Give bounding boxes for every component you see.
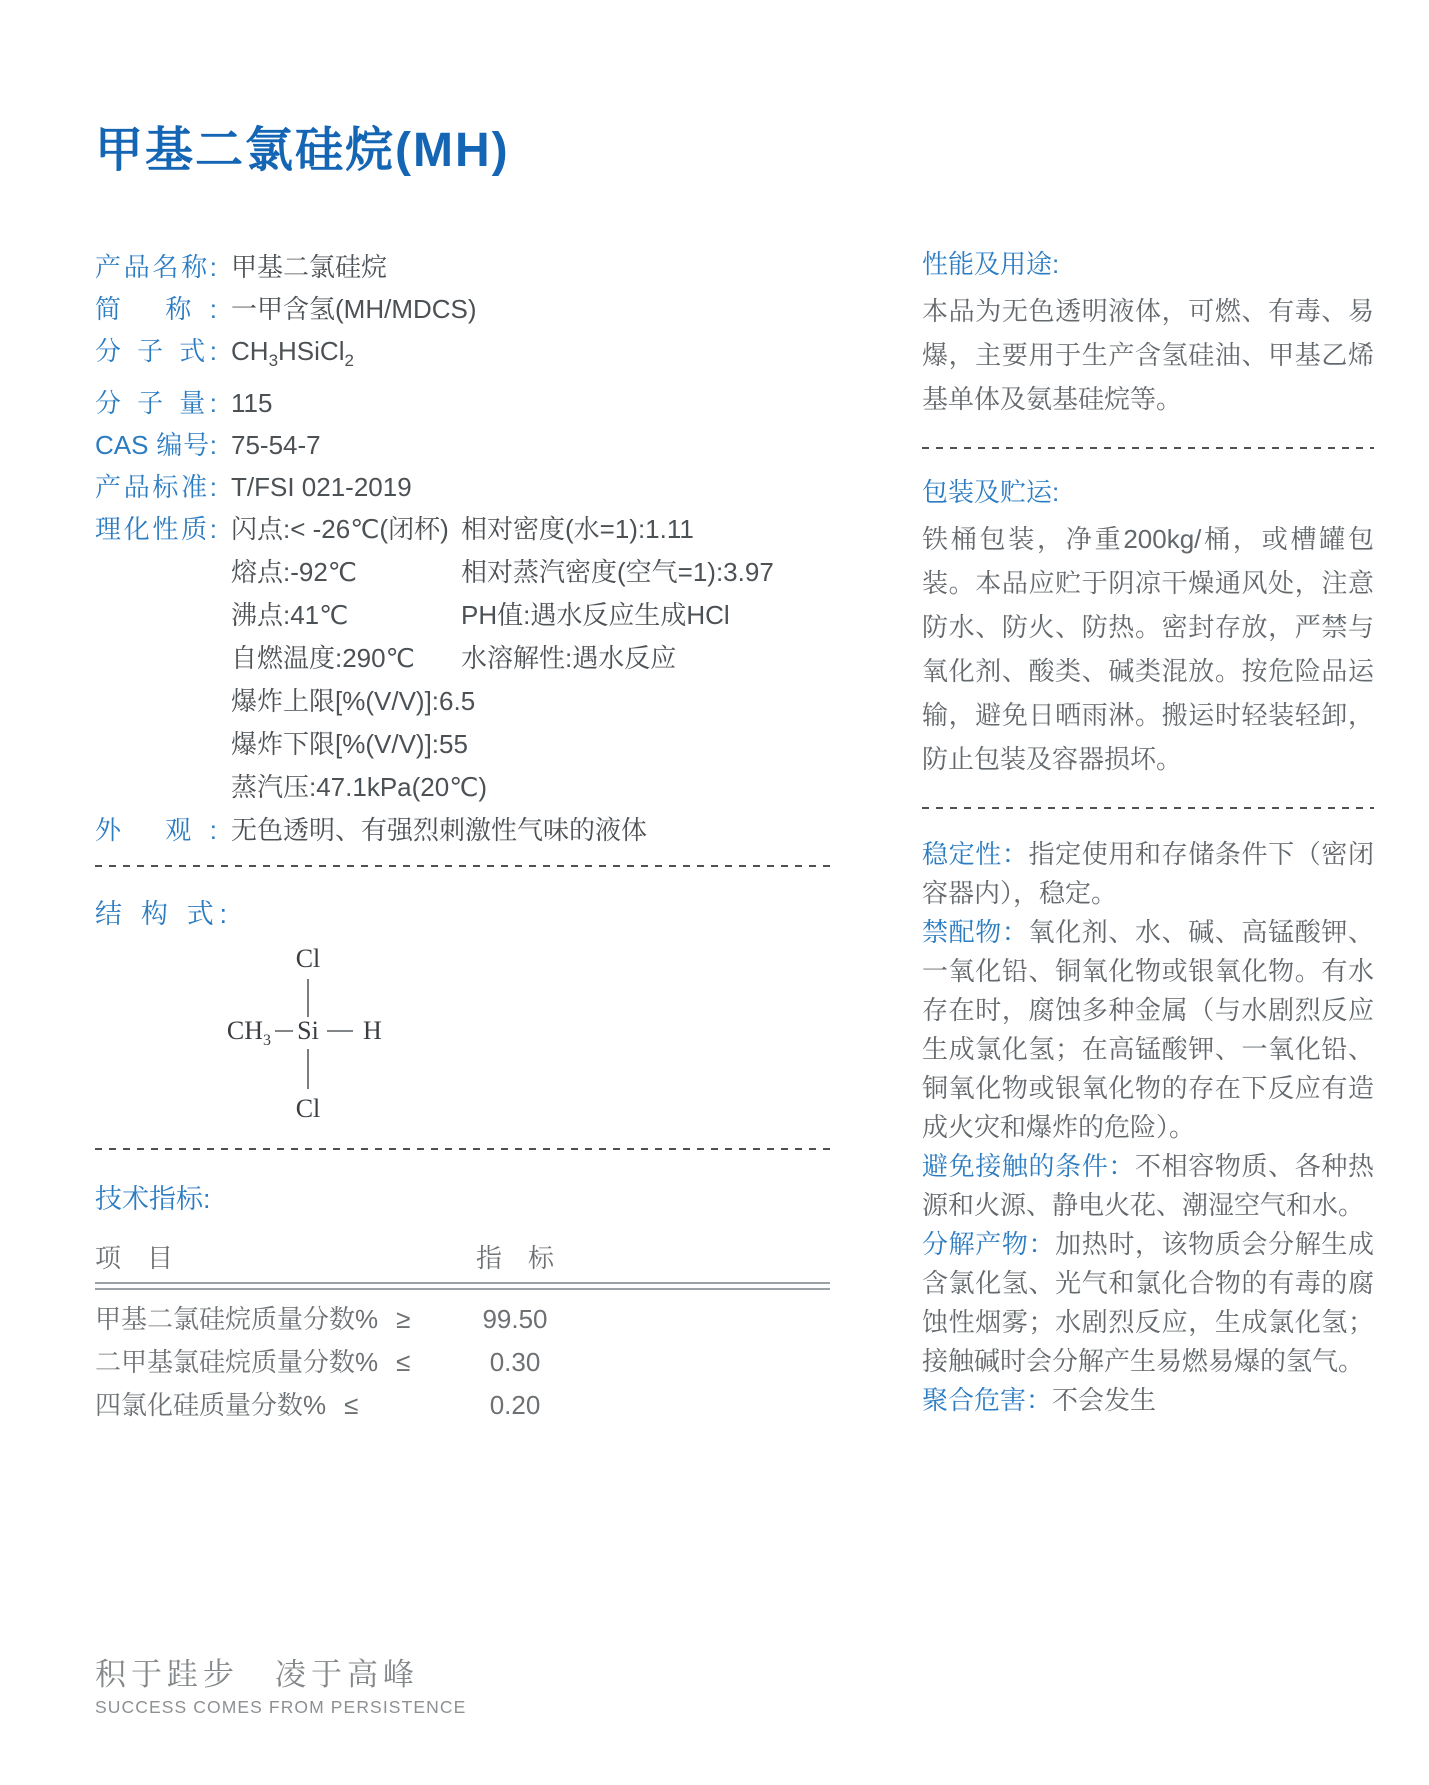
physchem-grid xyxy=(231,508,835,809)
safety-text: 指定使用和存储条件下（密闭容器内），稳定。 xyxy=(922,839,1374,908)
packaging-heading: 包装及贮运: xyxy=(922,477,1060,507)
atom-cl-top: Cl xyxy=(295,944,321,974)
physchem-item: 自燃温度:290℃ xyxy=(231,643,415,674)
left-column xyxy=(95,246,835,1427)
structure-formula-diagram xyxy=(213,937,835,1134)
physchem-item: 熔点:-92℃ xyxy=(231,557,358,588)
formula-subscript: 2 xyxy=(344,351,354,371)
dashed-divider xyxy=(922,807,1374,809)
spec-label: 分 子 式: xyxy=(95,336,217,366)
safety-label: 分解产物： xyxy=(922,1229,1056,1259)
safety-paragraph-conditions-to-avoid xyxy=(922,1147,1374,1225)
spec-value: T/FSI 021-2019 xyxy=(231,472,412,503)
atom-si: Si xyxy=(297,1016,319,1046)
structure-svg xyxy=(213,937,513,1129)
footer xyxy=(95,1658,466,1718)
spec-label: 简 称: xyxy=(95,294,217,324)
table-cell-item: 四氯化硅质量分数% xyxy=(95,1390,327,1421)
safety-label: 聚合危害： xyxy=(922,1385,1053,1415)
physchem-item: 水溶解性:遇水反应 xyxy=(461,643,677,674)
comparison-operator: ≤ xyxy=(396,1347,411,1378)
formula-part: HSiCl xyxy=(278,336,345,366)
safety-paragraph-polymerization xyxy=(922,1381,1374,1420)
spec-value: 115 xyxy=(231,388,273,419)
physchem-item xyxy=(461,766,835,809)
tech-indicators-heading: 技术指标: xyxy=(95,1184,211,1215)
physchem-item: 相对蒸汽密度(空气=1):3.97 xyxy=(461,557,774,588)
footer-slogan-chinese: 积于跬步 凌于高峰 xyxy=(95,1657,419,1692)
safety-label: 稳定性： xyxy=(922,839,1029,869)
table-cell-value: 0.20 xyxy=(489,1390,541,1421)
physchem-item: 沸点:41℃ xyxy=(231,600,349,631)
table-row xyxy=(95,1298,830,1341)
spec-row-physchem xyxy=(95,508,835,809)
physchem-item: 蒸汽压:47.1kPa(20℃) xyxy=(231,772,488,803)
table-row xyxy=(95,1384,830,1427)
physchem-item: 爆炸下限[%(V/V)]:55 xyxy=(231,729,468,760)
physchem-item xyxy=(461,680,835,723)
table-cell-item: 二甲基氯硅烷质量分数% xyxy=(95,1347,379,1378)
safety-text: 氧化剂、水、碱、高锰酸钾、一氧化铅、铜氧化物或银氧化物。有水存在时，腐蚀多种金属（与水剧烈反应生成氯化氢；在高锰酸钾、一氧化铅、铜氧化物或银氧化物的存在下反应有造成火灾和爆炸的危险）。 xyxy=(922,917,1374,1142)
safety-label: 避免接触的条件： xyxy=(922,1151,1135,1181)
spec-label: 分 子 量: xyxy=(95,388,217,419)
spec-label: 外 观: xyxy=(95,815,217,846)
spec-label: 产品标准: xyxy=(95,472,217,503)
performance-section xyxy=(922,247,1374,421)
performance-body: 本品为无色透明液体，可燃、有毒、易爆，主要用于生产含氢硅油、甲基乙烯基单体及氨基硅烷等。 xyxy=(922,296,1374,414)
safety-text: 加热时，该物质会分解生成含氯化氢、光气和氯化合物的有毒的腐蚀性烟雾；水剧烈反应，生成氯化氢；接触碱时会分解产生易燃易爆的氢气。 xyxy=(922,1229,1374,1376)
group-methyl xyxy=(227,1016,271,1049)
safety-paragraph-incompatibilities xyxy=(922,913,1374,1147)
spec-value: 甲基二氯硅烷 xyxy=(231,252,388,282)
physchem-item: 闪点:< -26℃(闭杯) xyxy=(231,514,449,545)
footer-slogan-english: SUCCESS COMES FROM PERSISTENCE xyxy=(95,1697,467,1717)
table-header-item: 项 目 xyxy=(95,1243,174,1274)
safety-text: 不相容物质、各种热源和火源、静电火花、潮湿空气和水。 xyxy=(922,1151,1374,1220)
spec-row-product-name xyxy=(95,246,835,288)
physchem-item xyxy=(461,723,835,766)
spec-label: CAS 编号: xyxy=(95,430,217,461)
safety-section xyxy=(922,835,1374,1420)
methyl-main: CH xyxy=(226,1016,263,1046)
formula-subscript: 3 xyxy=(268,351,279,371)
dashed-divider xyxy=(922,447,1374,449)
physchem-item: 相对密度(水=1):1.11 xyxy=(461,514,694,545)
page-title: 甲基二氯硅烷(MH) xyxy=(95,124,510,177)
physchem-item: PH值:遇水反应生成HCl xyxy=(461,600,730,631)
physchem-item: 爆炸上限[%(V/V)]:6.5 xyxy=(231,686,476,717)
table-header-value: 指 标 xyxy=(475,1243,554,1274)
atom-cl-bottom: Cl xyxy=(295,1094,321,1124)
comparison-operator: ≤ xyxy=(344,1390,359,1421)
table-row xyxy=(95,1341,830,1384)
safety-text: 不会发生 xyxy=(1052,1385,1157,1415)
table-cell-item: 甲基二氯硅烷质量分数% xyxy=(95,1304,379,1335)
packaging-section xyxy=(922,475,1374,781)
packaging-body: 铁桶包装，净重200kg/桶，或槽罐包装。本品应贮于阴凉干燥通风处，注意防水、防火、防热。密封存放，严禁与氧化剂、酸类、碱类混放。按危险品运输，避免日晒雨淋。搬运时轻装轻卸，防止包装及容器损坏。 xyxy=(922,524,1374,774)
methyl-subscript: 3 xyxy=(263,1032,271,1050)
spec-row-product-standard xyxy=(95,466,835,508)
table-header-row xyxy=(95,1238,830,1278)
spec-row-molecular-formula xyxy=(95,330,835,382)
structure-heading: 结 构 式: xyxy=(95,899,227,930)
spec-row-molecular-weight xyxy=(95,382,835,424)
tech-indicators-table xyxy=(95,1238,830,1427)
formula-part: CH xyxy=(231,336,269,366)
atom-h: H xyxy=(363,1016,382,1046)
spec-row-cas-number xyxy=(95,424,835,466)
performance-heading: 性能及用途: xyxy=(922,249,1060,279)
spec-label: 理化性质: xyxy=(95,514,217,545)
spec-value: 无色透明、有强烈刺激性气味的液体 xyxy=(231,815,648,846)
spec-row-appearance xyxy=(95,809,835,851)
molecular-formula xyxy=(231,330,354,382)
comparison-operator: ≥ xyxy=(396,1304,411,1335)
table-cell-value: 99.50 xyxy=(482,1304,548,1335)
right-column xyxy=(922,247,1374,1420)
spec-row-short-name xyxy=(95,288,835,330)
safety-paragraph-decomposition xyxy=(922,1225,1374,1381)
spec-value: 一甲含氢(MH/MDCS) xyxy=(231,294,477,324)
table-double-rule xyxy=(95,1282,830,1290)
safety-paragraph-stability xyxy=(922,835,1374,913)
safety-label: 禁配物： xyxy=(922,917,1029,947)
spec-value: 75-54-7 xyxy=(231,430,321,461)
structure-section xyxy=(95,867,835,1134)
spec-label: 产品名称: xyxy=(95,252,217,282)
dashed-divider xyxy=(95,1148,835,1150)
table-cell-value: 0.30 xyxy=(489,1347,541,1378)
